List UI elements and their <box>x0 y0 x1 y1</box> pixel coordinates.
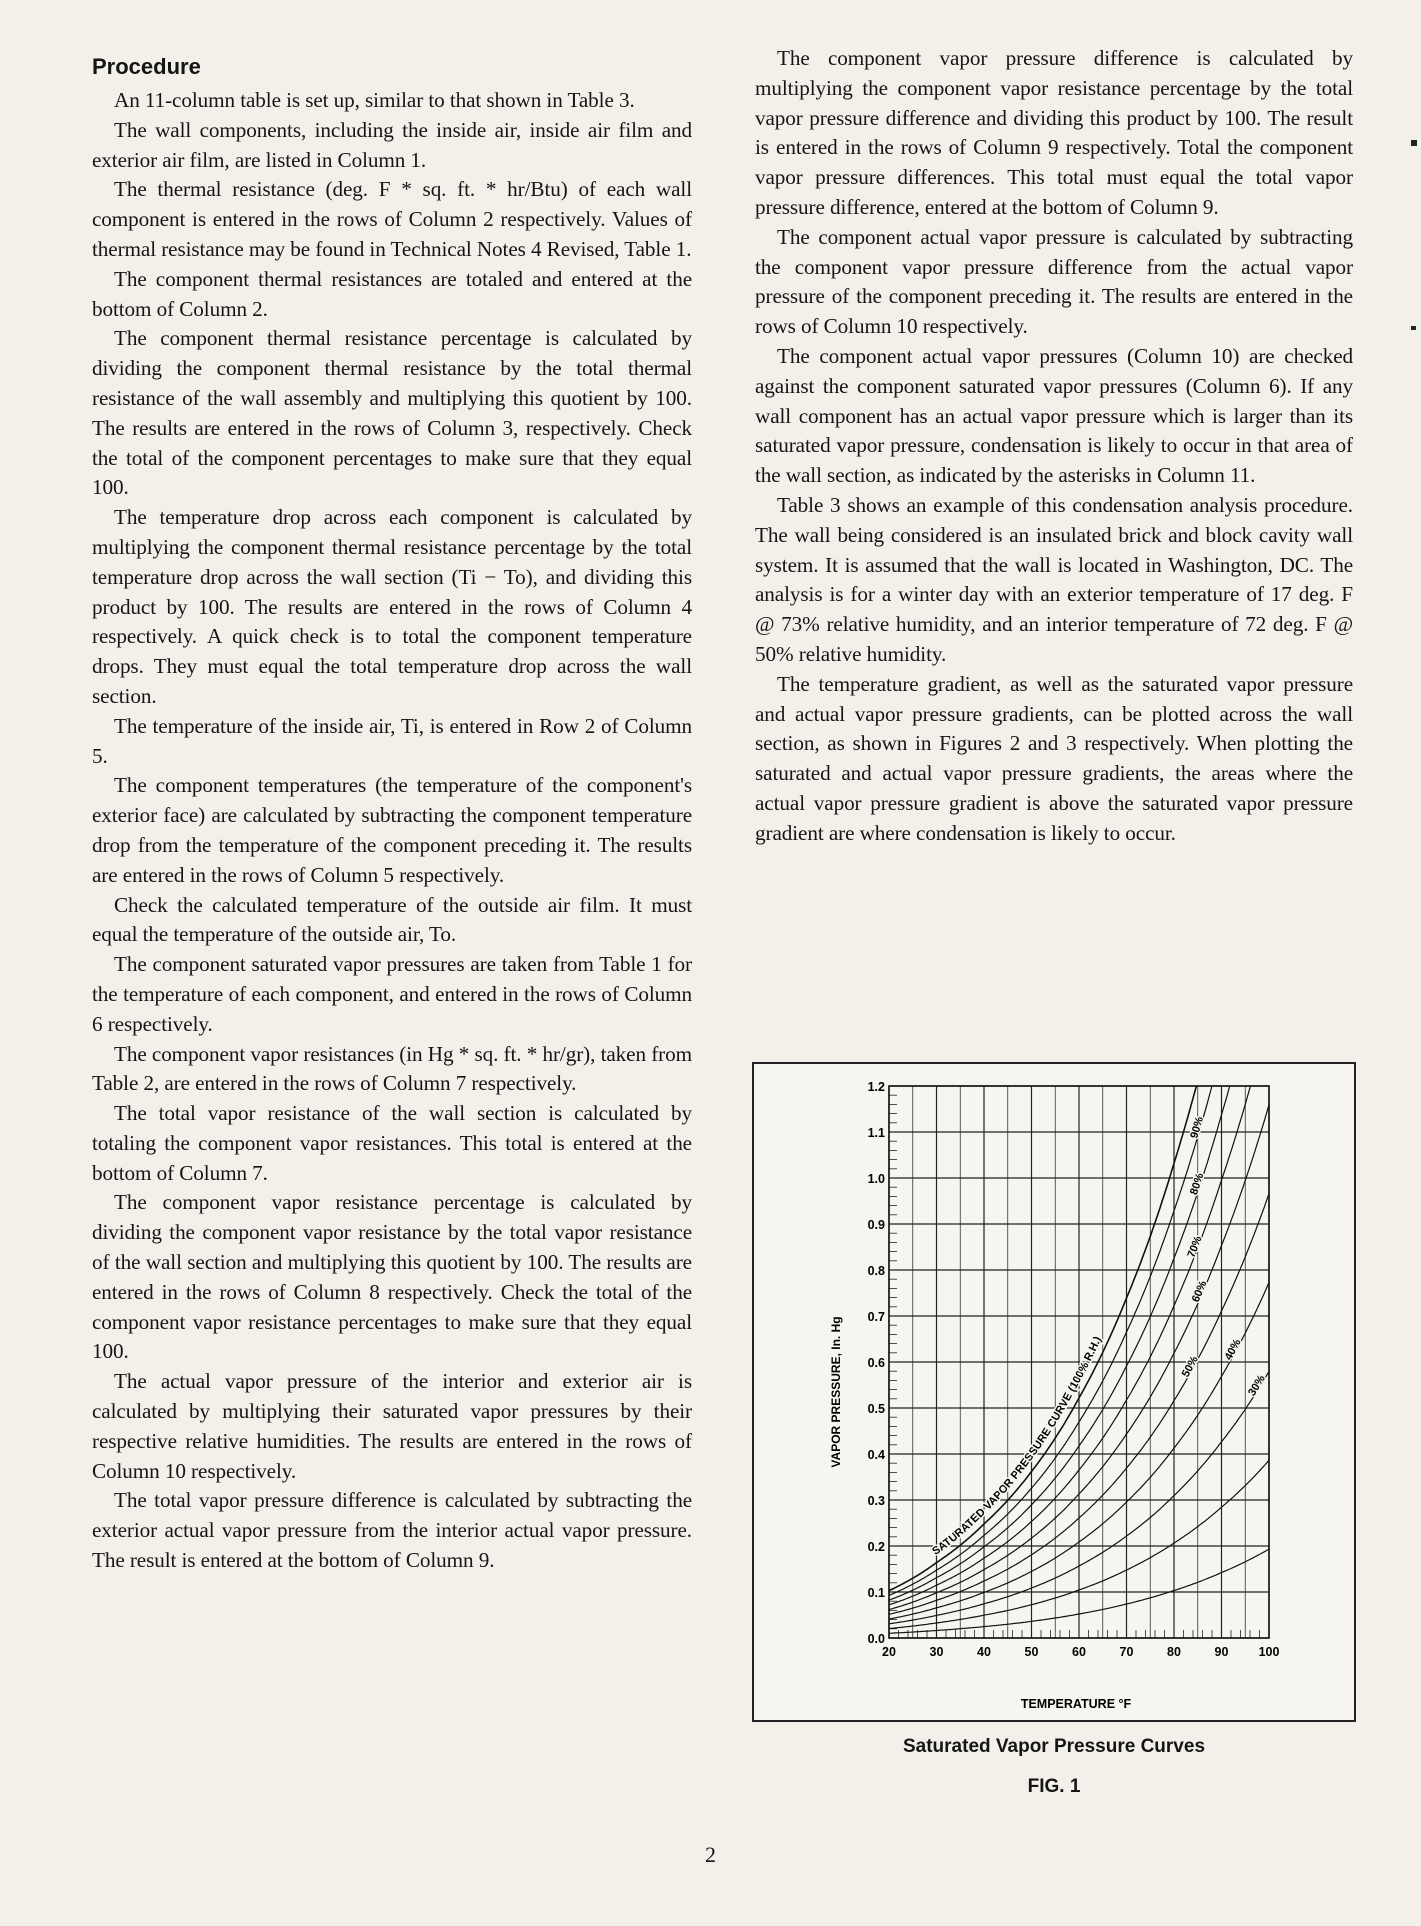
vapor-pressure-chart <box>754 1064 1354 1720</box>
paragraph: The total vapor pressure difference is calculated by subtracting the exterior actual vapor pressure from the interior actual vapor pressure. The result is entered at the bottom of Column 9. <box>92 1488 692 1573</box>
saturated-curve-label: SATURATED VAPOR PRESSURE CURVE (100% R.H.) <box>930 1334 1105 1558</box>
paragraph: The component vapor resistances (in Hg * sq. ft. * hr/gr), taken from Table 2, are entered in the rows of Column 7 respectively. <box>92 1041 692 1096</box>
y-tick-label: 0.1 <box>867 1586 885 1600</box>
y-tick-label: 1.1 <box>867 1126 885 1140</box>
rh-curve-label: 70% <box>1185 1234 1205 1260</box>
rh-curve-label: 50% <box>1179 1354 1201 1380</box>
page-number: 2 <box>705 1842 716 1867</box>
y-tick-label: 0.6 <box>867 1356 885 1370</box>
rh-curve-label: 30% <box>1246 1373 1268 1399</box>
paragraph: The component vapor pressure difference is calculated by multiplying the component vapor resistance percentage by the total vapor pressure difference and dividing this product by 100. The result is entered in the rows of Column 9 respectively. Total the component vapor pressure differences. This total must equal the total vapor pressure difference, entered at the bottom of Column 9. <box>755 46 1353 219</box>
paragraph: The component temperatures (the temperature of the component's exterior face) are calculated by subtracting the component temperature drop from the temperature of the component preceding it. The results are entered in the rows of Column 5 respectively. <box>92 773 692 887</box>
y-tick-label: 0.7 <box>867 1310 885 1324</box>
right-column <box>755 44 1353 849</box>
paragraph: The actual vapor pressure of the interior and exterior air is calculated by multiplying their saturated vapor pressures by their respective relative humidities. The results are entered in the rows of Column 10 respectively. <box>92 1369 692 1483</box>
y-tick-label: 0.2 <box>867 1540 885 1554</box>
x-tick-label: 50 <box>1024 1645 1039 1659</box>
y-tick-label: 0.8 <box>867 1264 885 1278</box>
x-tick-label: 80 <box>1167 1645 1181 1659</box>
y-tick-label: 0.3 <box>867 1494 885 1508</box>
paragraph: The component thermal resistance percentage is calculated by dividing the component thermal resistance by the total thermal resistance of the wall assembly and multiplying this quotient by 100. The results are entered in the rows of Column 3, respectively. Check the total of the component percentages to make sure that they equal 100. <box>92 326 692 500</box>
x-axis-label: TEMPERATURE °F <box>1020 1697 1132 1711</box>
paragraph: The component actual vapor pressures (Column 10) are checked against the component saturated vapor pressures (Column 6). If any wall component has an actual vapor pressure which is larger than its saturated vapor pressure, condensation is likely to occur in that area of the wall section, as indicated by the asterisks in Column 11. <box>755 343 1353 488</box>
y-tick-label: 0.0 <box>867 1632 885 1646</box>
figure-caption-title: Saturated Vapor Pressure Curves <box>902 1736 1206 1757</box>
x-tick-label: 100 <box>1258 1645 1280 1659</box>
rh-curve-label: 80% <box>1188 1171 1207 1197</box>
paragraph: Table 3 shows an example of this condensation analysis procedure. The wall being considered is an insulated brick and block cavity wall system. It is assumed that the wall is located in Washington, DC. The analysis is for a winter day with an exterior temperature of 17 deg. F @ 73% relative humidity, and an interior temperature of 72 deg. F @ 50% relative humidity. <box>755 492 1353 666</box>
x-tick-label: 70 <box>1119 1645 1134 1659</box>
x-tick-label: 40 <box>977 1645 991 1659</box>
x-tick-label: 30 <box>929 1645 944 1659</box>
paragraph: The wall components, including the inside air, inside air film and exterior air film, are listed in Column 1. <box>92 117 692 172</box>
paragraph: The component actual vapor pressure is calculated by subtracting the component vapor pressure difference from the actual vapor pressure of the component preceding it. The results are entered in the rows of Column 10 respectively. <box>755 224 1353 339</box>
paragraph: An 11-column table is set up, similar to that shown in Table 3. <box>114 88 635 112</box>
x-tick-label: 20 <box>882 1645 896 1659</box>
paragraph: The component saturated vapor pressures are taken from Table 1 for the temperature of each component, and entered in the rows of Column 6 respectively. <box>92 952 692 1036</box>
y-tick-label: 0.5 <box>867 1402 885 1416</box>
y-tick-label: 0.4 <box>867 1448 885 1462</box>
y-tick-label: 1.2 <box>867 1080 885 1094</box>
procedure-heading: Procedure <box>92 54 201 79</box>
x-tick-label: 60 <box>1072 1645 1086 1659</box>
rh-curve-label: 40% <box>1222 1337 1244 1363</box>
scan-mark <box>1411 326 1416 330</box>
left-column <box>92 44 692 1576</box>
paragraph: Check the calculated temperature of the outside air film. It must equal the temperature of the outside air, To. <box>92 892 692 947</box>
paragraph: The temperature drop across each component is calculated by multiplying the component thermal resistance percentage by the total temperature drop across the wall section (Ti − To), and dividing this product by 100. The results are entered in the rows of Column 4 respectively. A quick check is to total the component temperature drops. They must equal the total temperature drop across the wall section. <box>92 505 692 708</box>
x-tick-label: 90 <box>1214 1645 1229 1659</box>
paragraph: The thermal resistance (deg. F * sq. ft. * hr/Btu) of each wall component is entered in the rows of Column 2 respectively. Values of thermal resistance may be found in Technical Notes 4 Revised, Table 1. <box>92 177 692 261</box>
paragraph: The temperature gradient, as well as the saturated vapor pressure and actual vapor pressure gradients, can be plotted across the wall section, as shown in Figures 2 and 3 respectively. When plotting the saturated and actual vapor pressure gradients, the areas where the actual vapor pressure gradient is above the saturated vapor pressure gradient are where condensation is likely to occur. <box>755 671 1353 845</box>
y-axis-label: VAPOR PRESSURE, In. Hg <box>829 1316 843 1468</box>
y-tick-label: 1.0 <box>867 1172 885 1186</box>
paragraph: The temperature of the inside air, Ti, is entered in Row 2 of Column 5. <box>92 713 692 768</box>
y-tick-label: 0.9 <box>867 1218 885 1232</box>
rh-curve-label: 90% <box>1188 1115 1207 1140</box>
rh-curve-label: 60% <box>1189 1279 1210 1305</box>
paragraph: The component vapor resistance percentage is calculated by dividing the component vapor resistance by the total vapor resistance of the wall section and multiplying this quotient by 100. The results are entered in the rows of Column 8 respectively. Check the total of the component vapor resistance percentages to make sure that they equal 100. <box>92 1190 692 1364</box>
figure-1-frame <box>752 1062 1356 1722</box>
figure-caption-label: FIG. 1 <box>1027 1776 1081 1797</box>
paragraph: The total vapor resistance of the wall section is calculated by totaling the component vapor resistances. This total is entered at the bottom of Column 7. <box>92 1101 692 1185</box>
scan-mark <box>1411 140 1417 146</box>
paragraph: The component thermal resistances are totaled and entered at the bottom of Column 2. <box>92 266 692 321</box>
